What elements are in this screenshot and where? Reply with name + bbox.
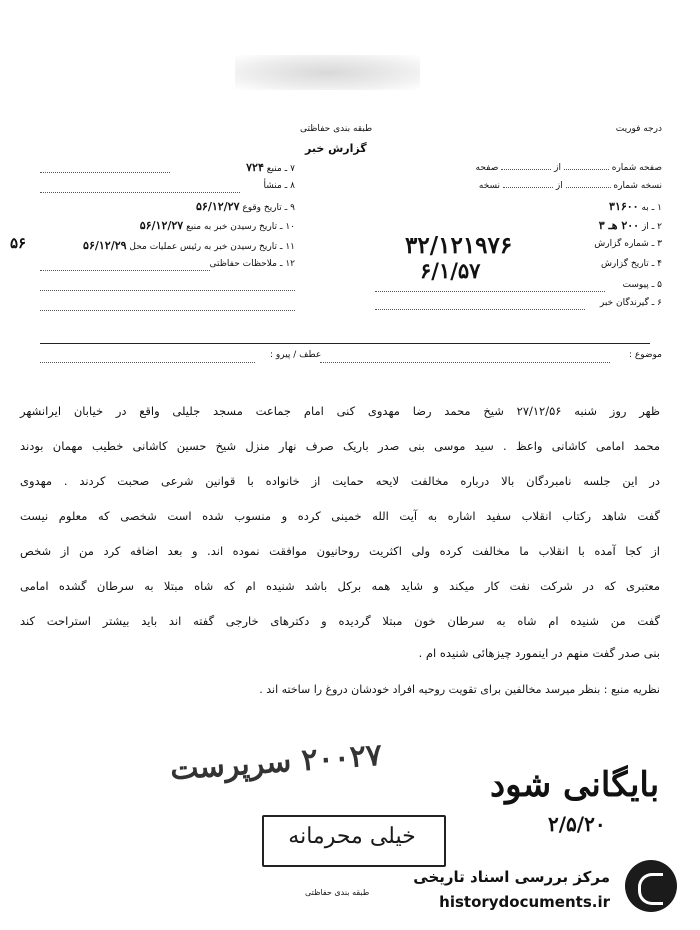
field-attachment-label: ۵ ـ پیوست (622, 280, 662, 290)
source-comment: نظریه منبع : بنظر میرسد مخالفین برای تقویت روحیه افراد خودشان دروغ را ساخته اند . (259, 683, 660, 696)
body-line-7: گفت من شنیده ام شاه به سرطان خون مبتلا گردیده و دکترهای خارجی گفته اند باید بیشتر استراحت کند (20, 614, 660, 628)
body-line-6: معتبری که در شرکت نفت کار میکند و شاید همه برکل باشد شنیده ام که شاه مبتلا به سرطان گشده امامی (20, 579, 660, 593)
handwritten-archive-note: بایگانی شود (490, 765, 660, 805)
field-from: ۲ ـ از ۲۰۰ هـ ۳ (598, 219, 662, 232)
margin-number-handwritten: ۵۶ (10, 234, 27, 252)
notes-dotted-line-2 (40, 290, 295, 291)
body-line-3: در این جلسه نامبردگان بالا درباره مخالفت لایحه حمایت از خانواده با قوانین شرعی صحبت کردند . مهدوی (20, 474, 660, 488)
archive-logo-mark (638, 873, 663, 905)
footer-classification: طبقه بندی حفاظتی (305, 888, 370, 897)
handwritten-signature: ۲۰۰۲۷ سرپرست (169, 737, 384, 788)
field-occurrence-date: ۹ ـ تاریخ وقوع ۵۶/۱۲/۲۷ (196, 200, 295, 213)
body-line-8: بنی صدر گفت منهم در اینمورد چیزهائی شنیده ام . (418, 646, 660, 660)
field-report-date-label: ۴ ـ تاریخ گزارش (600, 259, 662, 269)
body-line-4: گفت شاهد رکتاب انقلاب سفید اشاره به آیت الله خمینی کرده و منسوب شده است شخصی که معلوم نیست (20, 509, 660, 523)
attachment-dotted-line (375, 291, 605, 292)
origin-dotted-line (40, 192, 240, 193)
recipients-dotted-line (375, 309, 585, 310)
field-date-reached-ops: ۱۱ ـ تاریخ رسیدن خبر به رئیس عملیات محل ۵۶/۱۲/۲۹ (83, 239, 295, 252)
report-title: گزارش خبر (305, 142, 367, 155)
field-to: ۱ ـ به ۳۱۶۰۰ (609, 200, 662, 213)
field-report-number-label: ۳ ـ شماره گزارش (594, 239, 662, 249)
source-dotted-line (40, 172, 170, 173)
atf-dotted-line (40, 362, 255, 363)
notes-dotted-line (40, 270, 210, 271)
atf-label: عطف / پیرو : (270, 350, 322, 360)
body-line-1: ظهر روز شنبه ۲۷/۱۲/۵۶ شیخ محمد رضا مهدوی کنی امام جماعت مسجد جلیلی واقع در خیابان ایرانشهر (20, 404, 660, 418)
body-line-2: محمد امامی کاشانی واعظ . سید موسی بنی صدر باریک صرف نهار منزل شیخ حسین کاشانی خطیب مهمان بودند (20, 439, 660, 453)
field-security-notes: ۱۲ ـ ملاحظات حفاظتی (209, 259, 295, 269)
field-page-number: صفحه شماره از صفحه (475, 163, 662, 173)
top-stamp-smudge (235, 55, 420, 90)
watermark-url: historydocuments.ir (439, 893, 610, 911)
report-number-handwritten: ۳۲/۱۲۱۹۷۶ (405, 232, 513, 259)
report-date-handwritten: ۶/۱/۵۷ (420, 258, 481, 283)
field-source: ۷ ـ منبع ۷۲۴ (246, 161, 295, 174)
subject-dotted-line (320, 362, 610, 363)
classification-header: طبقه بندی حفاظتی (300, 124, 373, 134)
subject-label: موضوع : (628, 350, 662, 360)
priority-label: درجه فوریت (615, 124, 662, 134)
handwritten-archive-date: ۲/۵/۲۰ (548, 812, 606, 836)
body-line-5: از کجا آمده با انقلاب ما مخالفت کرده ولی اکثریت روحانیون موافقت نموده اند. و بعد اضافه کرد من از شخص (20, 544, 660, 558)
watermark-title: مرکز بررسی اسناد تاریخی (413, 868, 610, 886)
field-copy-number: نسخه شماره از نسخه (478, 181, 662, 191)
notes-dotted-line-3 (40, 310, 295, 311)
field-date-reached-source: ۱۰ ـ تاریخ رسیدن خبر به منبع ۵۶/۱۲/۲۷ (139, 219, 295, 232)
field-origin: ۸ ـ منشأ (263, 181, 295, 191)
field-recipients-label: ۶ ـ گیرندگان خبر (599, 298, 662, 308)
confidential-stamp-text: خیلی محرمانه (288, 824, 416, 849)
separator-top (40, 343, 650, 344)
